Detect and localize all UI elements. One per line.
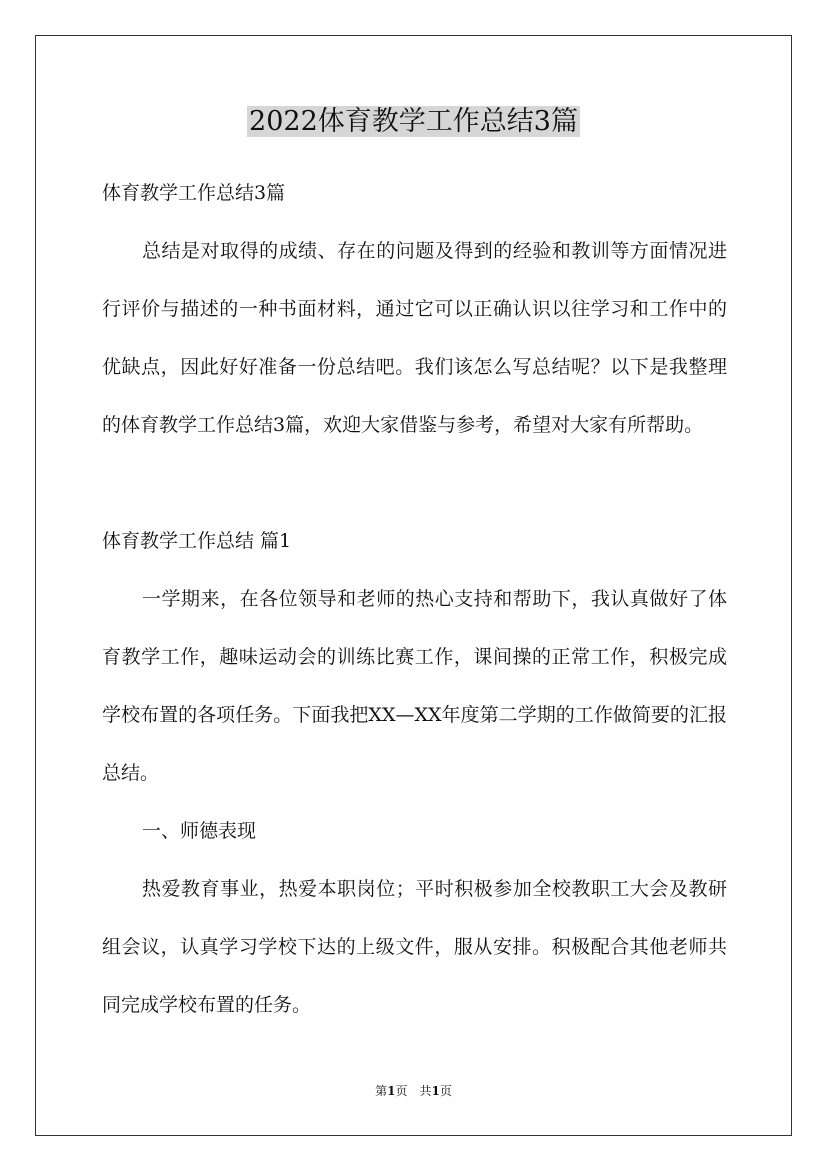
document-subtitle: 体育教学工作总结3篇: [102, 182, 286, 204]
footer-suffix: 页: [439, 1084, 452, 1098]
intro-paragraph: 总结是对取得的成绩、存在的问题及得到的经验和教训等方面情况进行评价与描述的一种书面材料，通过它可以正确认识以往学习和工作中的优缺点，因此好好准备一份总结吧。我们该怎么写总结呢？以下是我整理的体育教学工作总结3篇，欢迎大家借鉴与参考，希望对大家有所帮助。: [102, 240, 727, 436]
footer-mid: 页 共: [395, 1084, 432, 1098]
footer-page-number: 1: [387, 1084, 396, 1098]
section-paragraph-2: 热爱教育事业，热爱本职岗位；平时积极参加全校教职工大会及教研组会议，认真学习学校下达的上级文件，服从安排。积极配合其他老师共同完成学校布置的任务。: [102, 878, 727, 1016]
document-title-text: 2022体育教学工作总结3篇: [249, 106, 578, 137]
document-title: [0, 100, 827, 144]
page-footer: [0, 1083, 827, 1099]
footer-page-total: 1: [431, 1084, 440, 1098]
document-body: [102, 164, 727, 1034]
section-paragraph: 一学期来，在各位领导和老师的热心支持和帮助下，我认真做好了体育教学工作，趣味运动会的训练比赛工作，课间操的正常工作，积极完成学校布置的各项任务。下面我把XX—XX年度第二学期的工作做简要的汇报总结。: [102, 588, 727, 784]
footer-prefix: 第: [375, 1084, 388, 1098]
section-spacer: [102, 454, 727, 512]
subsection-heading: 一、师德表现: [142, 820, 257, 842]
section-heading: 体育教学工作总结 篇1: [102, 530, 292, 552]
